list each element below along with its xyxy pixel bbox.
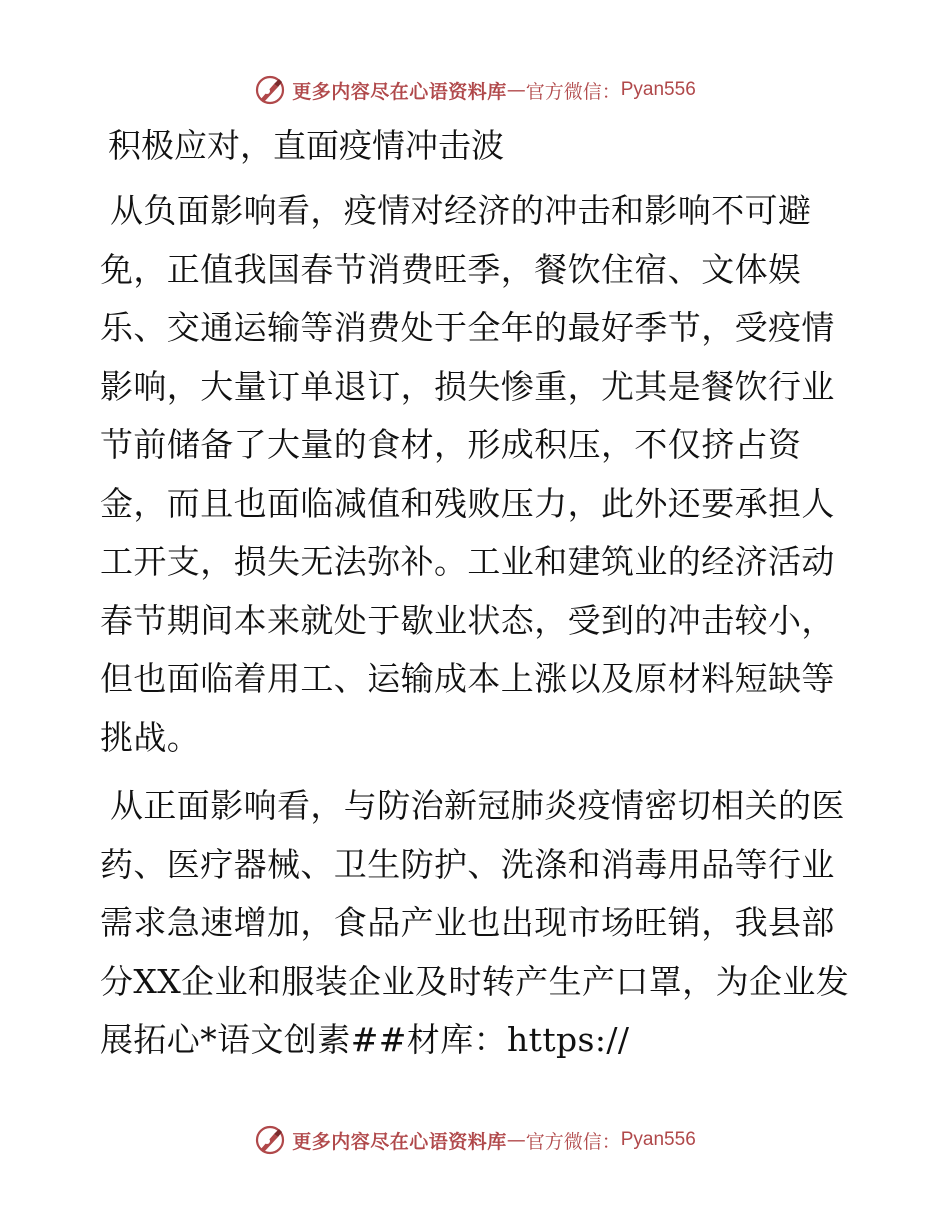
banner-brand: 更多内容尽在心语资料库 xyxy=(292,1130,507,1153)
document-heading: 积极应对，直面疫情冲击波 xyxy=(108,126,504,165)
paragraph-text: 从负面影响看，疫情对经济的冲击和影响不可避免，正值我国春节消费旺季，餐饮住宿、文体娱乐、交通运输等消费处于全年的最好季节，受疫情影响，大量订单退订，损失惨重，尤其是餐饮行业节前储备了大量的食材，形成积压，不仅挤占资金，而且也面临减值和残败压力，此外还要承担人工开支，损失无法弥补。工业和建筑业的经济活动春节期间本来就处于歇业状态，受到的冲击较小，但也面临着用工、运输成本上涨以及原材料短缺等挑战。 xyxy=(100,191,835,757)
footer-banner xyxy=(0,1120,950,1160)
header-banner xyxy=(0,70,950,110)
paragraph xyxy=(100,777,860,1070)
banner-wechat-id: Pyan556 xyxy=(620,1129,696,1150)
pen-circle-logo-icon xyxy=(254,74,286,106)
document-body xyxy=(100,118,860,1080)
banner-wechat-id: Pyan556 xyxy=(620,79,696,100)
pen-circle-logo-icon xyxy=(254,1124,286,1156)
banner-brand: 更多内容尽在心语资料库 xyxy=(292,80,507,103)
paragraph-text: 从正面影响看，与防治新冠肺炎疫情密切相关的医药、医疗器械、卫生防护、洗涤和消毒用品等行业需求急速增加，食品产业也出现市场旺销，我县部分XX企业和服装企业及时转产生产口罩，为企业发展拓心*语文创素##材库：https:// xyxy=(100,786,850,1059)
banner-separator: — xyxy=(506,79,526,101)
banner-wechat-label: 官方微信： xyxy=(525,1130,621,1153)
paragraph xyxy=(100,182,860,767)
banner-wechat-label: 官方微信： xyxy=(525,80,621,103)
banner-separator: — xyxy=(506,1129,526,1151)
